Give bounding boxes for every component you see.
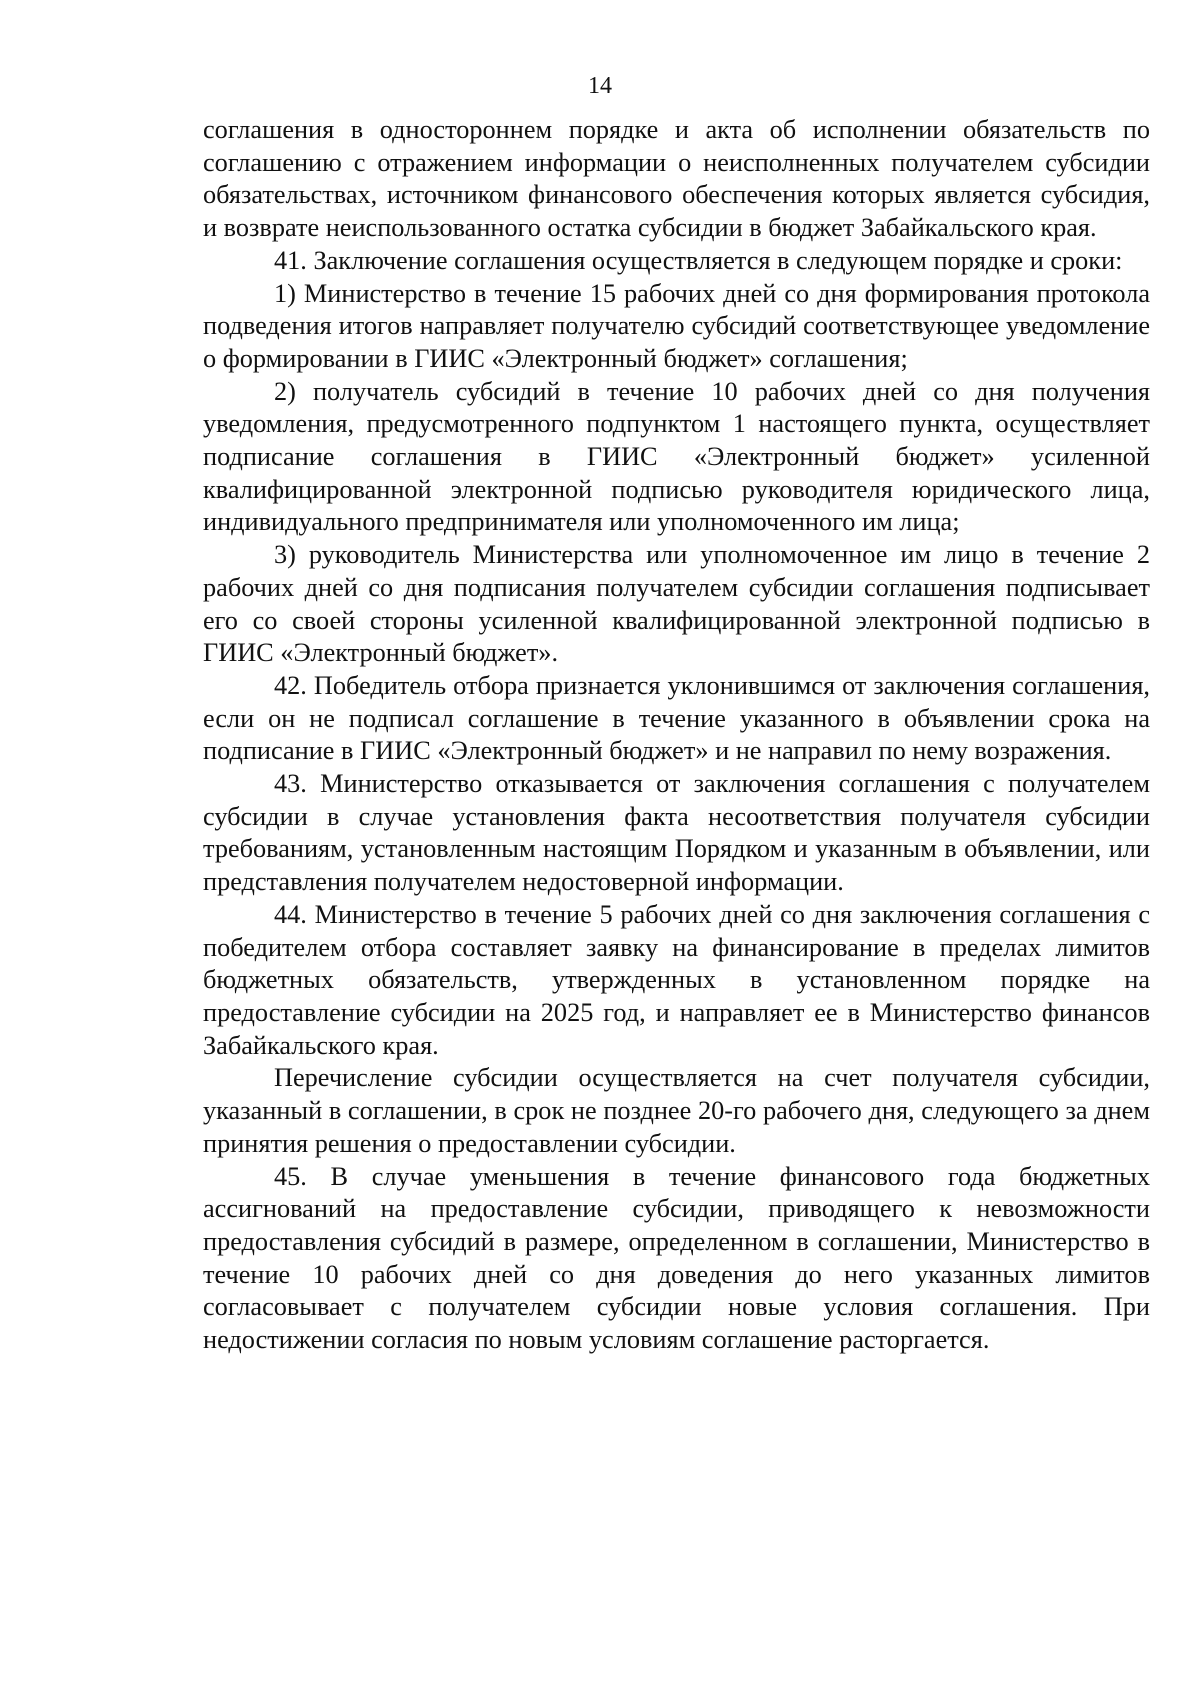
document-body: [203, 114, 1150, 1357]
paragraph-41: 41. Заключение соглашения осуществляется в следующем порядке и сроки:: [274, 245, 1123, 275]
paragraph-44-transfer: Перечисление субсидии осуществляется на счет получателя субсидии, указанный в соглашении, в срок не позднее 20-го рабочего дня, следующего за днем принятия решения о предоставлении субсидии.: [203, 1063, 1150, 1158]
paragraph-41-item-2: 2) получатель субсидий в течение 10 рабочих дней со дня получения уведомления, предусмотренного подпунктом 1 настоящего пункта, осуществляет подписание соглашения в ГИИС «Электронный бюджет» усиленной квалифицированной электронной подписью руководителя юридического лица, индивидуального предпринимателя или уполномоченного им лица;: [203, 376, 1150, 537]
paragraph-44: 44. Министерство в течение 5 рабочих дней со дня заключения соглашения с победителем отбора составляет заявку на финансирование в пределах лимитов бюджетных обязательств, утвержденных в установленном порядке на предоставление субсидии на 2025 год, и направляет ее в Министерство финансов Забайкальского края.: [203, 899, 1150, 1060]
page-number: 14: [588, 73, 612, 99]
paragraph-42: 42. Победитель отбора признается уклонившимся от заключения соглашения, если он не подписал соглашение в течение указанного в объявлении срока на подписание в ГИИС «Электронный бюджет» и не направил по нему возражения.: [203, 670, 1150, 766]
paragraph-45: 45. В случае уменьшения в течение финансового года бюджетных ассигнований на предоставление субсидии, приводящего к невозможности предоставления субсидий в размере, определенном в соглашении, Министерство в течение 10 рабочих дней со дня доведения до него указанных лимитов согласовывает с получателем субсидии новые условия соглашения. При недостижении согласия по новым условиям соглашение расторгается.: [203, 1161, 1150, 1355]
paragraph-continuation: соглашения в одностороннем порядке и акта об исполнении обязательств по соглашению с отражением информации о неисполненных получателем субсидии обязательствах, источником финансового обеспечения которых является субсидия, и возврате неиспользованного остатка субсидии в бюджет Забайкальского края.: [203, 115, 1150, 243]
paragraph-41-item-3: 3) руководитель Министерства или уполномоченное им лицо в течение 2 рабочих дней со дня подписания получателем субсидии соглашения подписывает его со своей стороны усиленной квалифицированной электронной подписью в ГИИС «Электронный бюджет».: [203, 540, 1150, 668]
paragraph-43: 43. Министерство отказывается от заключения соглашения с получателем субсидии в случае установления факта несоответствия получателя субсидии требованиям, установленным настоящим Порядком и указанным в объявлении, или представления получателем недостоверной информации.: [203, 769, 1150, 897]
paragraph-41-item-1: 1) Министерство в течение 15 рабочих дней со дня формирования протокола подведения итогов направляет получателю субсидий соответствующее уведомление о формировании в ГИИС «Электронный бюджет» соглашения;: [203, 278, 1150, 373]
